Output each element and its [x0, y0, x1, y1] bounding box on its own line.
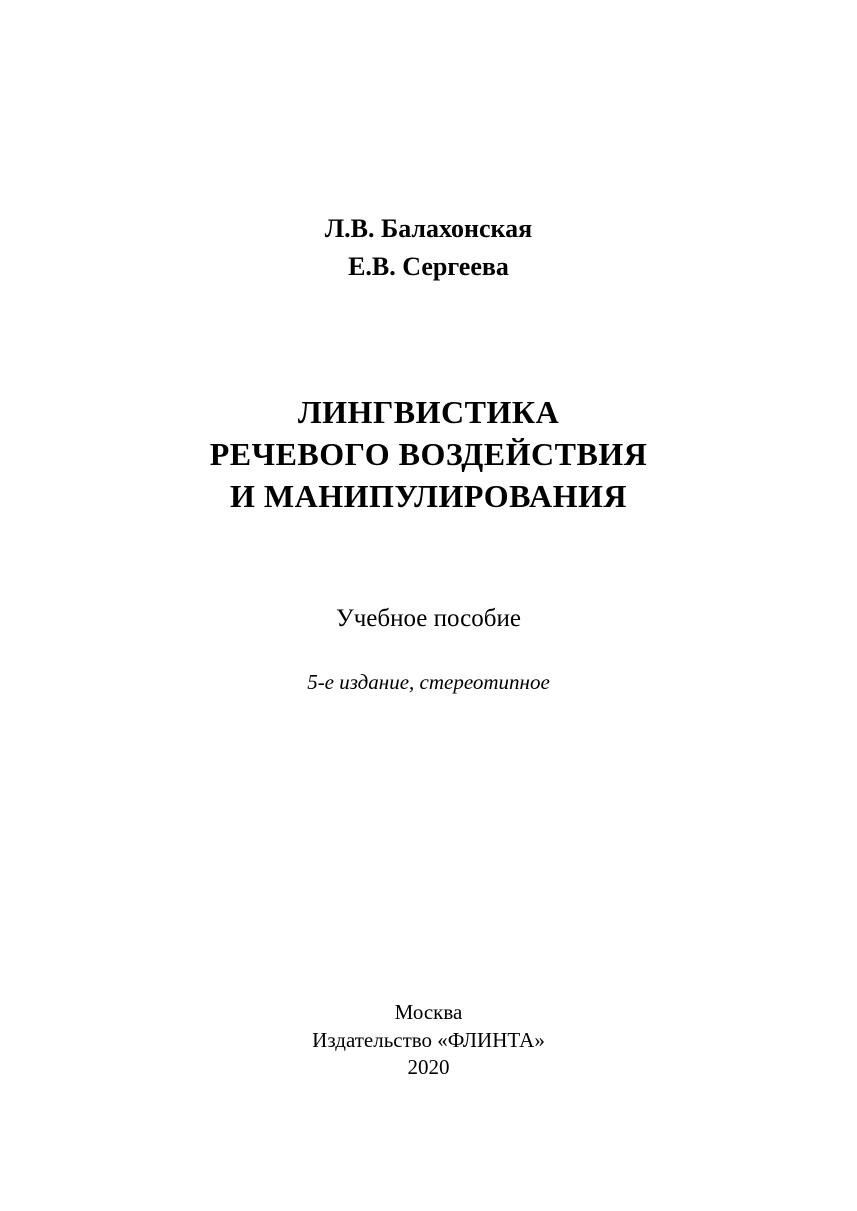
imprint-city: Москва [394, 1000, 463, 1024]
imprint-publisher: Издательство «ФЛИНТА» [312, 1028, 545, 1052]
imprint-year: 2020 [407, 1055, 450, 1079]
subtitle: Учебное пособие [336, 605, 521, 632]
edition-note: 5-е издание, стереотипное [307, 670, 550, 694]
title-line-1: ЛИНГВИСТИКА [297, 394, 560, 430]
author-1: Л.В. Балахонская [324, 214, 533, 243]
title-line-3: И МАНИПУЛИРОВАНИЯ [230, 478, 627, 514]
author-2: Е.В. Сергеева [348, 252, 509, 281]
title-line-2: РЕЧЕВОГО ВОЗДЕЙСТВИЯ [209, 436, 648, 472]
